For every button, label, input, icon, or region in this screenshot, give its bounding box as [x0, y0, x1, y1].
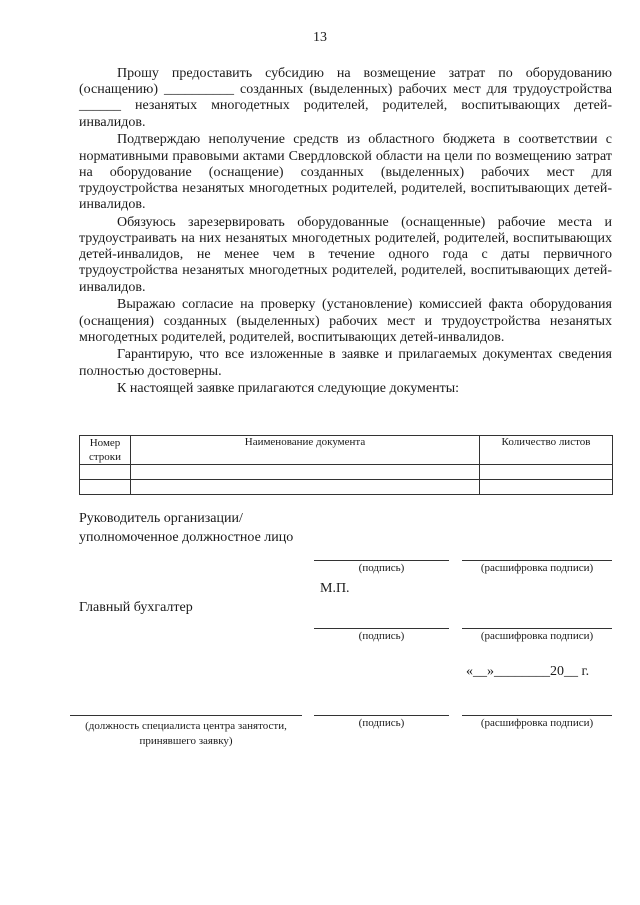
specialist-decoding-line[interactable]	[462, 715, 612, 716]
accountant-signature-caption: (подпись)	[358, 630, 405, 642]
accountant-decoding-line[interactable]	[462, 628, 612, 629]
table-cell[interactable]	[131, 465, 480, 480]
specialist-position-line[interactable]	[70, 715, 302, 716]
application-body	[79, 66, 612, 399]
paragraph-reservation-commitment: Обязуюсь зарезервировать оборудованные (оснащенные) рабочие места и трудоустраивать на них незанятых многодетных родителей, родителей, воспитывающих детей-инвалидов, не менее чем в течение одного года с даты первичного трудоустройства незанятых многодетных родителей, родителей, воспитывающих детей-инвалидов.	[79, 214, 612, 295]
table-cell[interactable]	[480, 480, 613, 495]
attachments-table	[79, 435, 613, 495]
table-row	[80, 465, 613, 480]
paragraph-inspection-consent: Выражаю согласие на проверку (установление) комиссией факта оборудования (оснащения) созданных (выделенных) рабочих мест и трудоустройства незанятых многодетных родителей, родителей, воспитывающих детей-инвалидов.	[79, 297, 612, 345]
specialist-signature-caption: (подпись)	[358, 717, 405, 729]
table-cell[interactable]	[80, 465, 131, 480]
specialist-position-caption: (должность специалиста центра занятости, принявшего заявку)	[85, 720, 287, 747]
table-row	[80, 480, 613, 495]
accountant-signature-line[interactable]	[314, 628, 449, 629]
paragraph-guarantee: Гарантирую, что все изложенные в заявке и прилагаемых документах сведения полностью достоверны.	[79, 347, 612, 379]
head-decoding-caption: (расшифровка подписи)	[480, 562, 594, 574]
column-header-page-count: Количество листов	[480, 436, 613, 465]
chief-accountant-label: Главный бухгалтер	[79, 600, 193, 615]
page-number: 13	[313, 30, 327, 45]
paragraph-attachments-intro: К настоящей заявке прилагаются следующие документы:	[117, 381, 459, 397]
head-of-organization-label: Руководитель организации/ уполномоченное должностное лицо	[79, 511, 294, 545]
head-signature-line[interactable]	[314, 560, 449, 561]
paragraph-subsidy-request: Прошу предоставить субсидию на возмещение затрат по оборудованию (оснащению) __________ созданных (выделенных) рабочих мест для трудоустройства ______ незанятых многодетных родителей, родителей, воспитывающих детей-инвалидов.	[79, 66, 612, 130]
column-header-number: Номер строки	[80, 436, 131, 465]
head-decoding-line[interactable]	[462, 560, 612, 561]
table-cell[interactable]	[80, 480, 131, 495]
accountant-decoding-caption: (расшифровка подписи)	[480, 630, 594, 642]
column-header-document-name: Наименование документа	[131, 436, 480, 465]
table-header-row	[80, 436, 613, 465]
stamp-placeholder: М.П.	[320, 581, 350, 596]
table-cell[interactable]	[131, 480, 480, 495]
specialist-signature-line[interactable]	[314, 715, 449, 716]
table-cell[interactable]	[480, 465, 613, 480]
paragraph-no-funds-confirmation: Подтверждаю неполучение средств из областного бюджета в соответствии с нормативными правовыми актами Свердловской области на цели по возмещению затрат на оборудование (оснащение) созданных (выделенных) рабочих мест для трудоустройства незанятых многодетных родителей, родителей, воспитывающих детей-инвалидов.	[79, 132, 612, 213]
specialist-decoding-caption: (расшифровка подписи)	[480, 717, 594, 729]
head-signature-caption: (подпись)	[358, 562, 405, 574]
date-field[interactable]: «__»________20__ г.	[466, 664, 590, 679]
